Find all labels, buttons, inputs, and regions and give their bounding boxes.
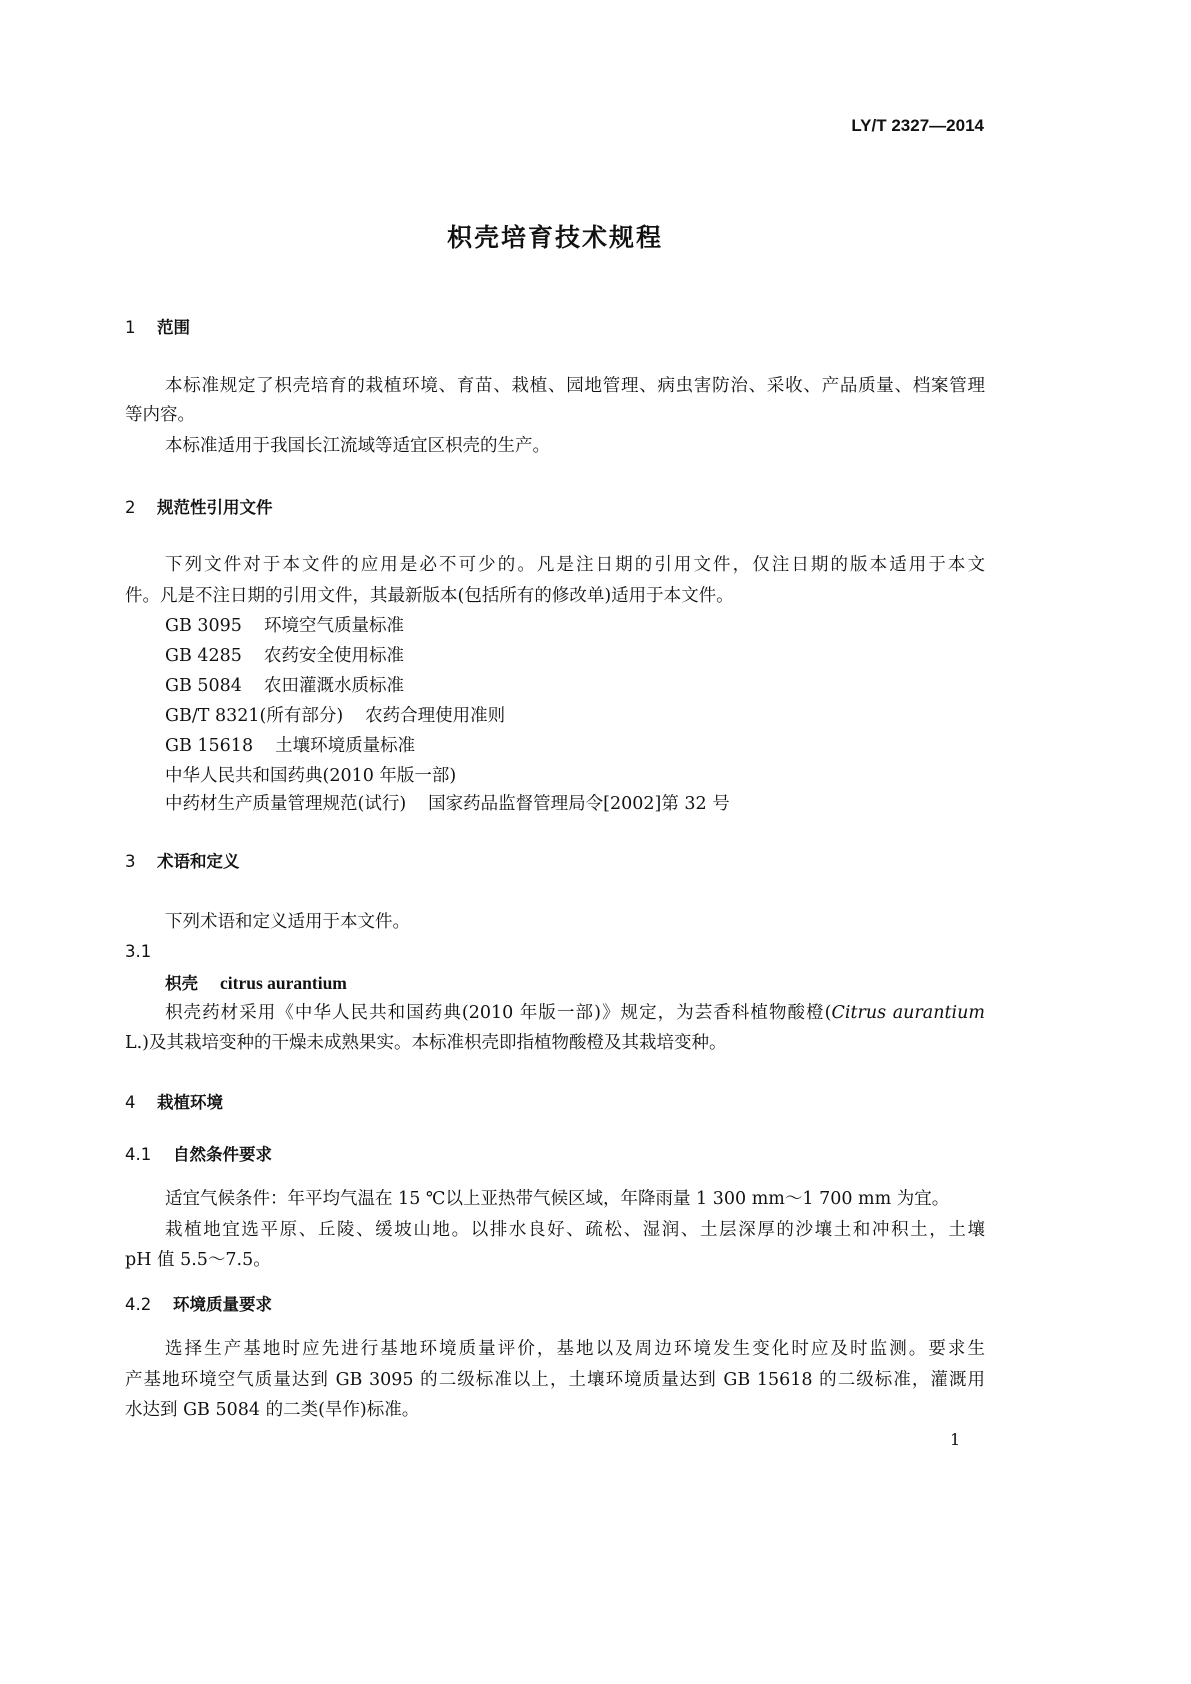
section-number: 3	[125, 852, 136, 871]
section-number: 1	[125, 318, 136, 337]
term-heading	[165, 971, 985, 996]
paragraph-line: pH 值 5.5～7.5。	[125, 1250, 271, 1270]
definition-text: 枳壳药材采用《中华人民共和国药典(2010 年版一部)》规定，为芸香科植物酸橙(	[165, 1003, 832, 1023]
paragraph-line: 等内容。	[125, 405, 195, 425]
paragraph: 本标准适用于我国长江流域等适宜区枳壳的生产。	[165, 436, 550, 456]
ref-name: 农药安全使用标准	[263, 646, 404, 666]
paragraph-line: 栽植地宜选平原、丘陵、缓坡山地。以排水良好、疏松、湿润、土层深厚的沙壤土和冲积土，土壤	[165, 1220, 985, 1240]
section-4-2-heading	[125, 1293, 985, 1317]
reference-item	[165, 674, 985, 698]
ref-code: 中药材生产质量管理规范(试行)	[165, 794, 407, 814]
section-number: 4.1	[125, 1145, 152, 1164]
section-title: 范围	[157, 318, 190, 337]
ref-code: GB 5084	[165, 676, 242, 696]
ref-name: 土壤环境质量标准	[275, 736, 416, 756]
reference-item	[165, 614, 985, 638]
page-number: 1	[950, 1430, 961, 1449]
reference-item	[165, 764, 985, 788]
ref-code: GB 15618	[165, 736, 254, 756]
section-number: 4.2	[125, 1295, 152, 1314]
latin-name: Citrus aurantium	[831, 1003, 985, 1023]
reference-item	[165, 792, 985, 816]
section-title: 规范性引用文件	[157, 498, 273, 517]
section-1-heading	[125, 316, 985, 340]
ref-code: GB/T 8321(所有部分)	[165, 706, 344, 726]
definition-line	[165, 1001, 985, 1025]
ref-name: 农田灌溉水质标准	[263, 676, 404, 696]
section-4-heading	[125, 1091, 985, 1115]
section-3-heading	[125, 850, 985, 874]
ref-name: 国家药品监督管理局令[2002]第 32 号	[428, 794, 730, 814]
section-title: 术语和定义	[157, 852, 240, 871]
section-title: 栽植环境	[157, 1093, 223, 1112]
section-2-heading	[125, 496, 985, 520]
paragraph: 下列术语和定义适用于本文件。	[165, 912, 410, 932]
reference-item	[165, 644, 985, 668]
term-cn: 枳壳	[165, 974, 198, 993]
section-title: 环境质量要求	[173, 1295, 272, 1314]
term-en: citrus aurantium	[220, 973, 347, 993]
section-4-1-heading	[125, 1143, 985, 1167]
paragraph-line: 本标准规定了枳壳培育的栽植环境、育苗、栽植、园地管理、病虫害防治、采收、产品质量、档案管理	[165, 376, 985, 396]
ref-code: GB 3095	[165, 616, 242, 636]
paragraph-line: 件。凡是不注日期的引用文件，其最新版本(包括所有的修改单)适用于本文件。	[125, 586, 734, 606]
ref-name: 农药合理使用准则	[365, 706, 506, 726]
section-number: 2	[125, 498, 136, 517]
document-title: 枳壳培育技术规程	[446, 223, 663, 252]
definition-line: L.)及其栽培变种的干燥未成熟果实。本标准枳壳即指植物酸橙及其栽培变种。	[125, 1033, 727, 1053]
paragraph-line: 下列文件对于本文件的应用是必不可少的。凡是注日期的引用文件，仅注日期的版本适用于本文	[165, 555, 985, 575]
section-number: 4	[125, 1093, 136, 1112]
paragraph-line: 选择生产基地时应先进行基地环境质量评价，基地以及周边环境发生变化时应及时监测。要求生	[165, 1339, 985, 1359]
standard-code: LY/T 2327—2014	[851, 116, 984, 135]
term-number: 3.1	[125, 942, 152, 961]
section-title: 自然条件要求	[173, 1145, 272, 1164]
paragraph-line: 水达到 GB 5084 的二类(旱作)标准。	[125, 1400, 420, 1420]
ref-code: GB 4285	[165, 646, 242, 666]
reference-item	[165, 704, 985, 728]
ref-code: 中华人民共和国药典(2010 年版一部)	[165, 766, 457, 786]
paragraph-line: 产基地环境空气质量达到 GB 3095 的二级标准以上，土壤环境质量达到 GB 15618 的二级标准，灌溉用	[125, 1370, 985, 1390]
paragraph: 适宜气候条件：年平均气温在 15 ℃以上亚热带气候区域，年降雨量 1 300 mm～1 700 mm 为宜。	[165, 1189, 950, 1209]
reference-item	[165, 734, 985, 758]
ref-name: 环境空气质量标准	[263, 616, 404, 636]
